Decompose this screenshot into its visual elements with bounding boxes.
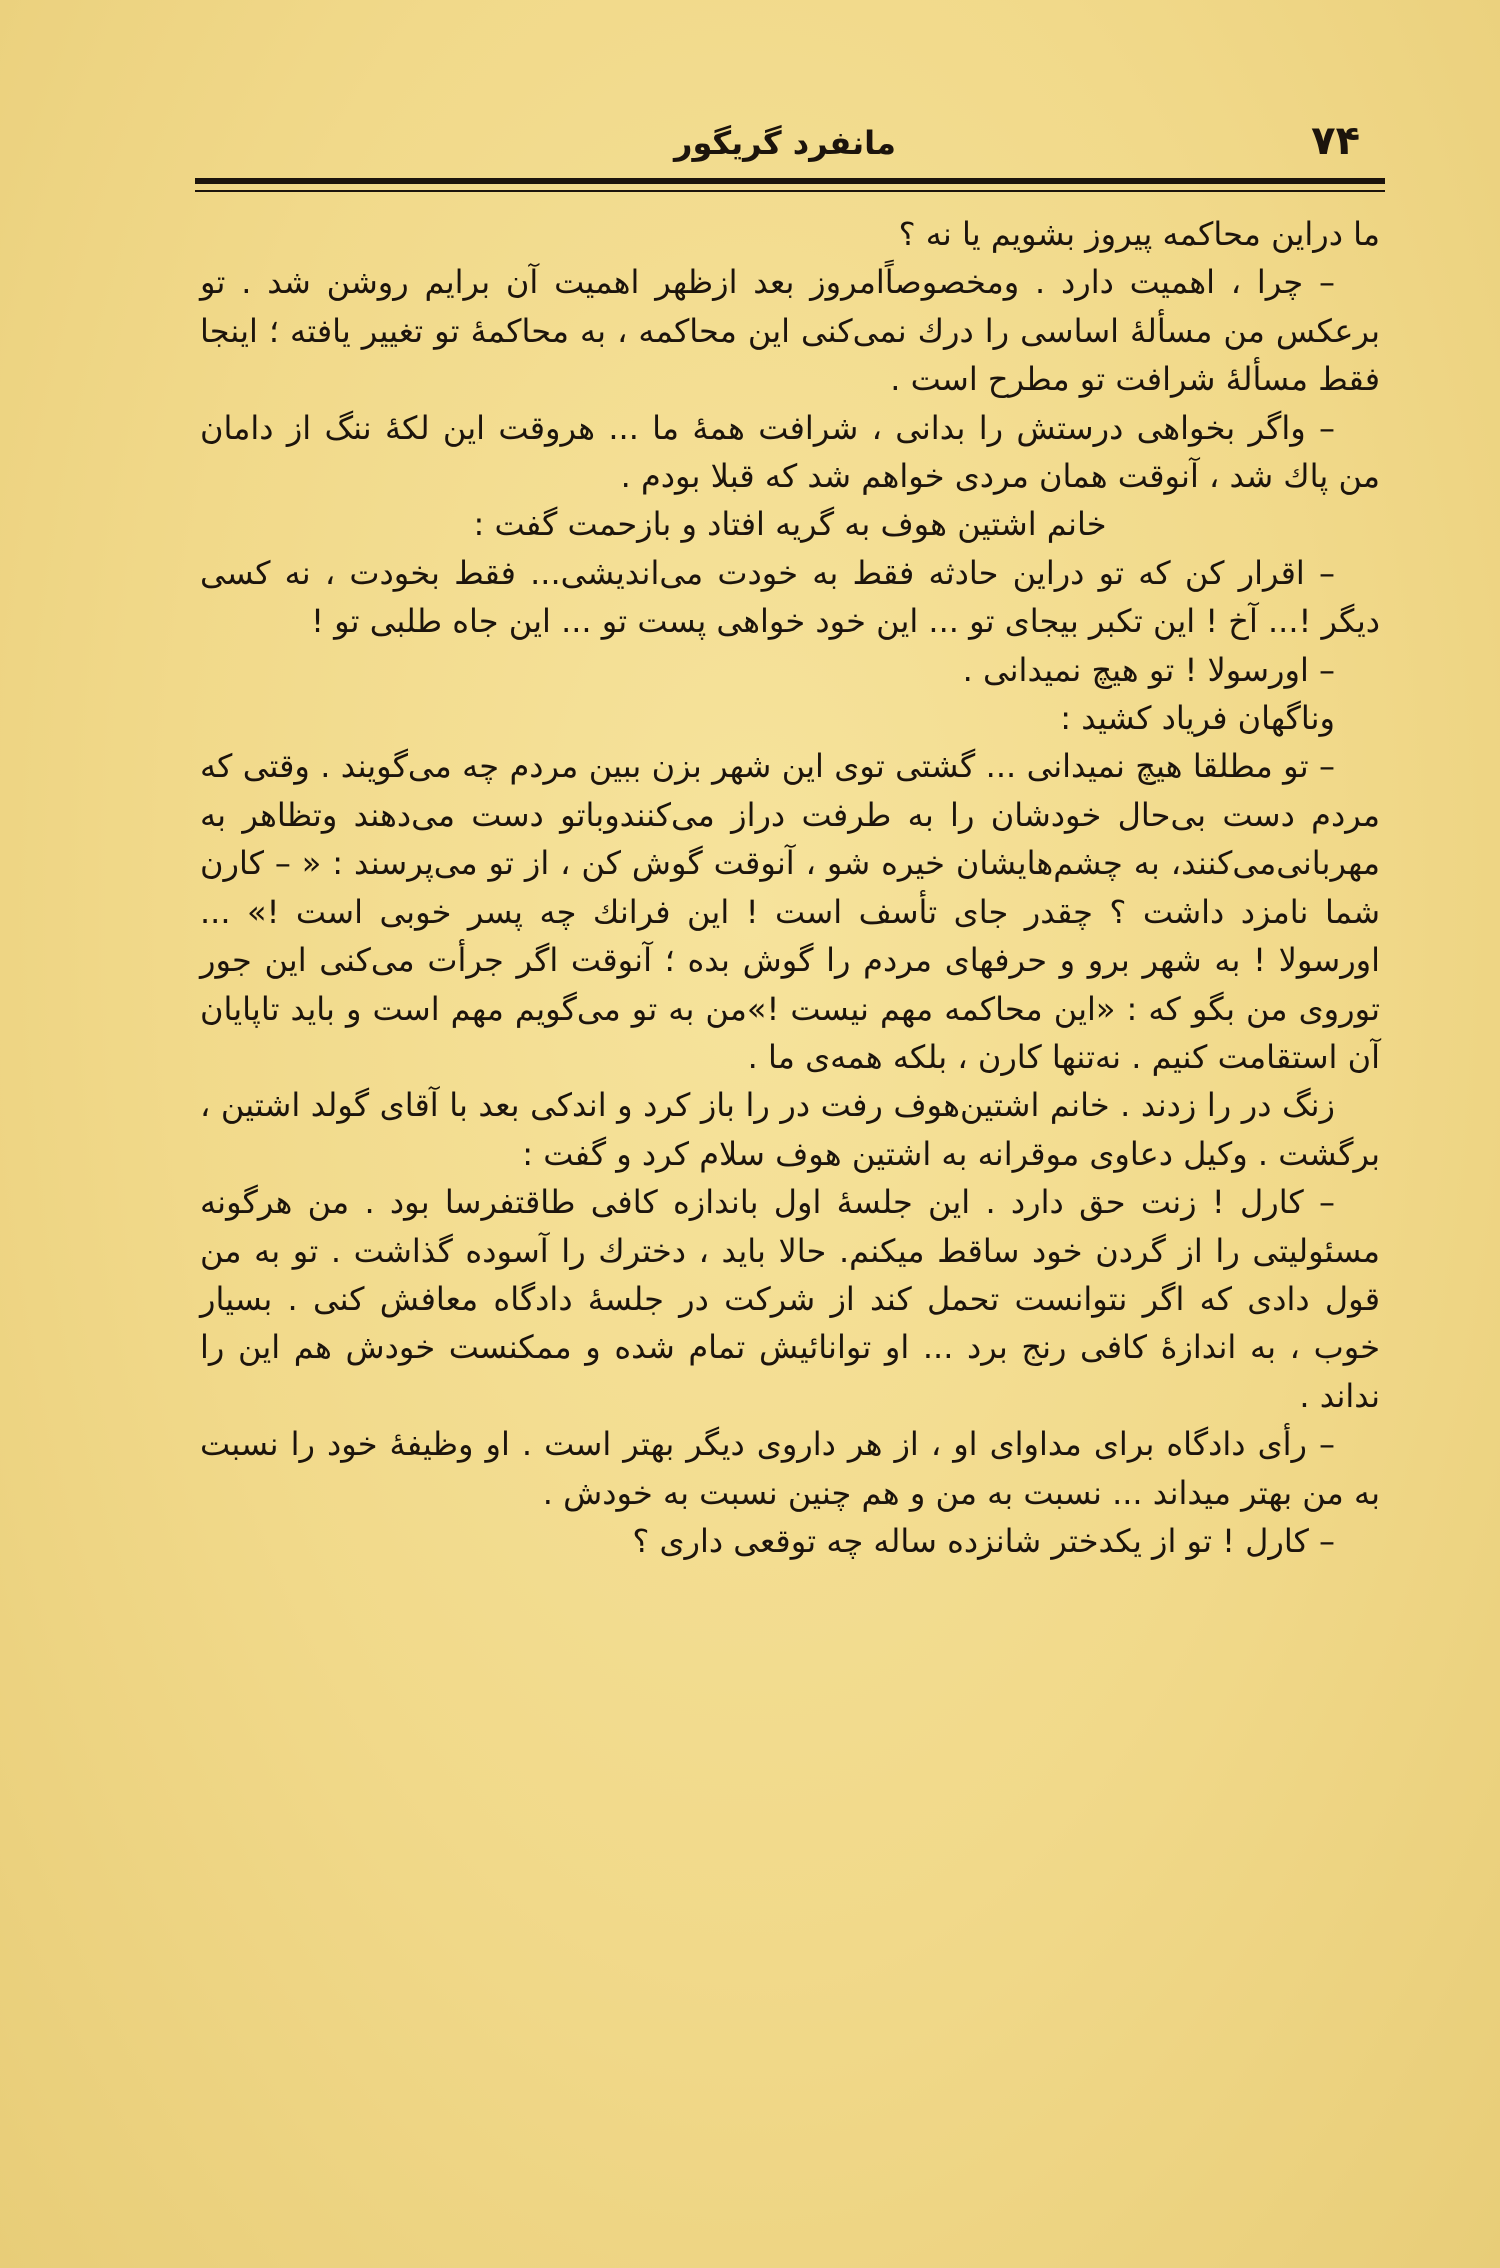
paragraph: – اقرار کن که تو دراین حادثه فقط به خودت می‌اندیشی... فقط بخودت ، نه کسی دیگر !... آخ ! این تکبر بیجای تو ... این خود خواهی پست تو ... این جاه طلبی تو ! bbox=[200, 553, 1380, 641]
paragraph: – واگر بخواهی درستش را بدانی ، شرافت همهٔ ما ... هروقت این لکهٔ ننگ از دامان من پاك شد ، آنوقت همان مردی خواهم شد که قبلا بودم . bbox=[200, 408, 1380, 496]
paragraph: – کارل ! زنت حق دارد . این جلسهٔ اول باندازه کافی طاقتفرسا بود . من هرگونه مسئولیتی را از گردن خود ساقط میکنم. حالا باید ، دخترك را آسوده گذاشت . تو به من قول دادی که اگر نتوانست تحمل کند از شرکت در جلسهٔ دادگاه معافش کنی . بسیار خوب ، به اندازهٔ کافی رنج برد ... او توانائیش تمام شده و ممکنست خودش هم این را نداند . bbox=[200, 1183, 1380, 1415]
paragraph: وناگهان فریاد کشید : bbox=[1060, 699, 1335, 738]
running-title: مانفرد گریگور bbox=[674, 124, 896, 162]
header-rule-thin bbox=[195, 190, 1385, 192]
paragraph: زنگ در را زدند . خانم اشتین‌هوف رفت در را باز کرد و اندکی بعد با آقای گولد اشتین ، برگشت . وکیل دعاوی موقرانه به اشتین هوف سلام کرد و گفت : bbox=[200, 1086, 1380, 1173]
paragraph: – چرا ، اهمیت دارد . ومخصوصاًامروز بعد ازظهر اهمیت آن برایم روشن شد . تو برعکس من مسألهٔ اساسی را درك نمی‌کنی این محاکمه ، به محاکمهٔ تو تغییر یافته ؛ اینجا فقط مسألهٔ شرافت تو مطرح است . bbox=[200, 263, 1380, 399]
body-text bbox=[200, 210, 1380, 1565]
paragraph: – اورسولا ! تو هیچ نمیدانی . bbox=[962, 650, 1335, 689]
paragraph: – تو مطلقا هیچ نمیدانی ... گشتی توی این شهر بزن ببین مردم چه می‌گویند . وقتی که مردم دست بی‌حال خودشان را به طرفت دراز می‌کنندوباتو دست می‌دهند وتظاهر به مهربانی‌می‌کنند، به چشم‌هایشان خیره شو ، آنوقت گوش کن ، از تو می‌پرسند : « – کارن شما نامزد داشت ؟ چقدر جای تأسف است ! این فرانك چه پسر خوبی است !» ... اورسولا ! به شهر برو و حرفهای مردم را گوش بده ؛ آنوقت اگر جرأت می‌کنی این جور توروی من بگو که : «این محاکمه مهم نیست !»من به تو می‌گویم مهم است و باید تاپایان آن استقامت کنیم . نه‌تنها کارن ، بلکه همه‌ی ما . bbox=[200, 747, 1380, 1076]
page-header bbox=[195, 118, 1375, 178]
paragraph: – رأی دادگاه برای مداوای او ، از هر داروی دیگر بهتر است . او وظیفهٔ خود را نسبت به من بهتر میداند ... نسبت به من و هم چنین نسبت به خودش . bbox=[200, 1425, 1380, 1512]
paragraph: خانم اشتین هوف به گریه افتاد و بازحمت گفت : bbox=[473, 505, 1107, 544]
paragraph: ما دراین محاکمه پیروز بشویم یا نه ؟ bbox=[898, 215, 1380, 253]
page-number: ۷۴ bbox=[1311, 118, 1360, 164]
header-rule-thick bbox=[195, 178, 1385, 184]
paragraph: – کارل ! تو از یکدختر شانزده ساله چه توقعی داری ؟ bbox=[632, 1521, 1335, 1560]
